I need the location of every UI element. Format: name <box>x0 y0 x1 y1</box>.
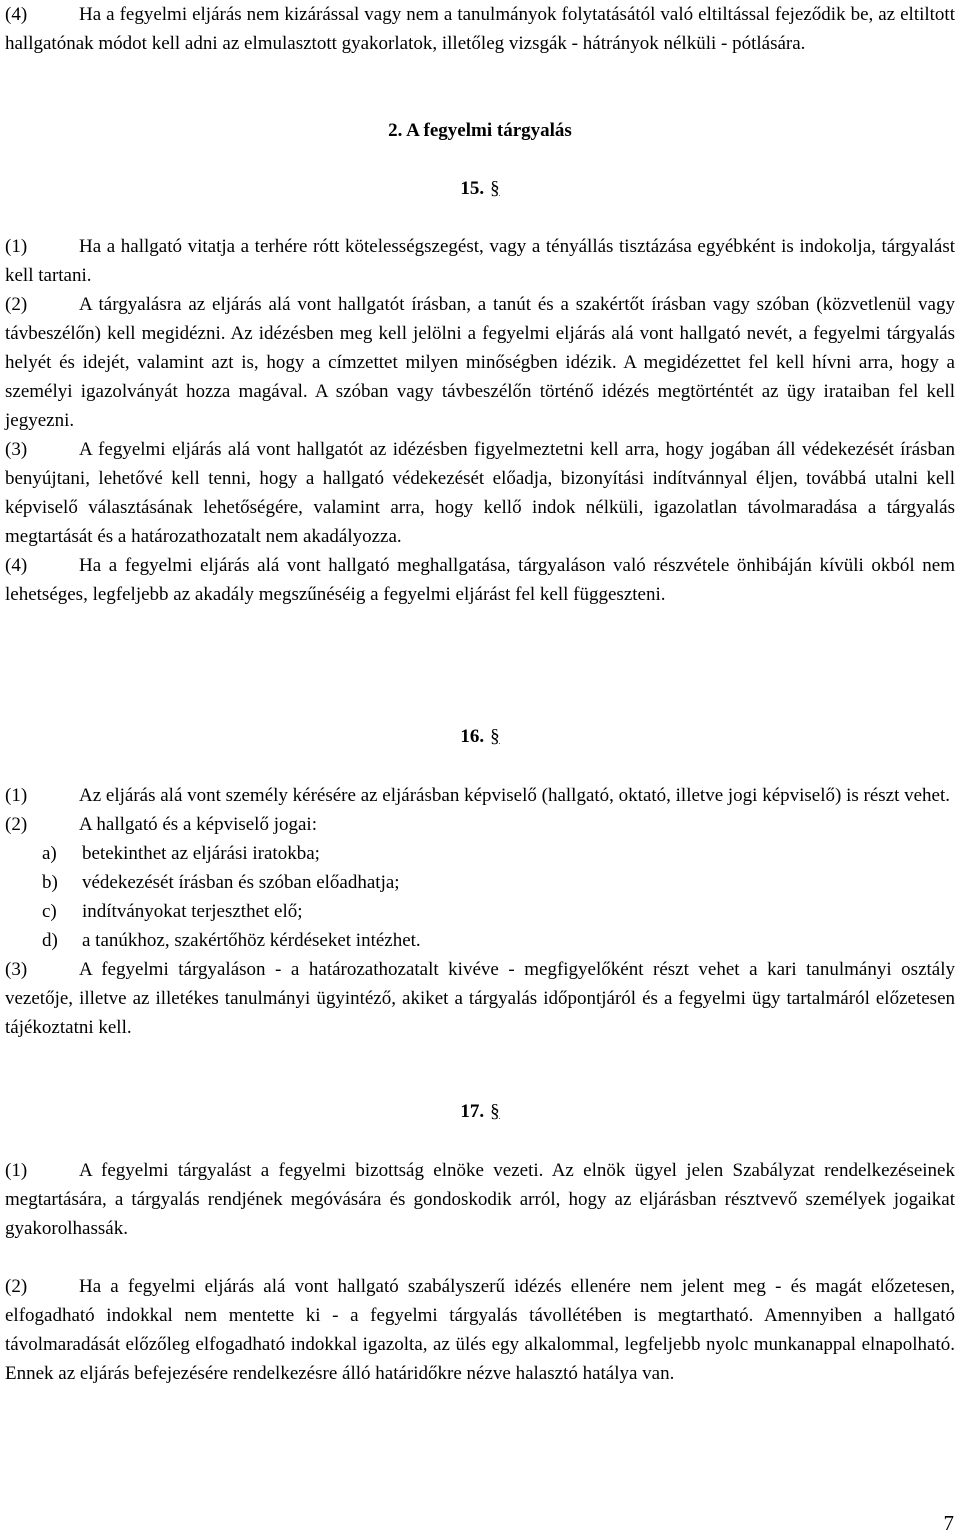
section-number: 16. <box>460 726 485 747</box>
section-title <box>5 116 955 145</box>
paragraph-17-2 <box>5 1272 955 1388</box>
paragraph-text: Az eljárás alá vont személy kérésére az eljárásban képviselő (hallgató, oktató, illetve jogi képviselő) is részt vehet. <box>79 785 951 806</box>
list-label: b) <box>42 872 58 893</box>
section-number: 15. <box>460 178 485 199</box>
paragraph-number: (2) <box>5 1276 28 1297</box>
list-label: c) <box>42 901 57 922</box>
paragraph-number: (3) <box>5 439 28 460</box>
list-item <box>5 926 955 955</box>
paragraph-sign: § <box>490 726 500 747</box>
paragraph-number: (1) <box>5 785 28 806</box>
section-16-body <box>5 781 955 1042</box>
paragraph-text: A fegyelmi tárgyalást a fegyelmi bizottság elnöke vezeti. Az elnök ügyel jelen Szabályzat rendelkezéseinek megtartására, a tárgyalás rendjének megóvására és gondoskodik arról, hogy az eljárásban résztvevő személyek jogaikat gyakorolhassák. <box>5 1160 955 1239</box>
paragraph-16-3 <box>5 955 955 1042</box>
list-label: a) <box>42 843 57 864</box>
paragraph-text: Ha a fegyelmi eljárás nem kizárással vagy nem a tanulmányok folytatásától való eltiltással fejeződik be, az eltiltott hallgatónak módot kell adni az elmulasztott gyakorlatok, illetőleg vizsgák - hátrányok nélküli - pótlására. <box>5 4 955 54</box>
paragraph-number: (4) <box>5 555 28 576</box>
page-number: 7 <box>943 1511 954 1535</box>
paragraph-15-2 <box>5 290 955 435</box>
list-item <box>5 868 955 897</box>
paragraph-number: (3) <box>5 959 28 980</box>
paragraph-number: (2) <box>5 294 28 315</box>
paragraph-text: A hallgató és a képviselő jogai: <box>79 814 317 835</box>
paragraph-text: A fegyelmi eljárás alá vont hallgatót az idézésben figyelmeztetni kell arra, hogy jogában áll védekezését írásban benyújtani, lehetővé kell tenni, hogy a hallgató védekezését előadja, bizonyítási indítvánnyal éljen, továbbá utalni kell képviselő választásának lehetőségére, valamint arra, hogy kellő indok nélküli, igazolatlan távolmaradása a tárgyalás megtartását és a határozathozatalt nem akadályozza. <box>5 439 955 547</box>
section-17-heading <box>5 1097 955 1126</box>
list-label: d) <box>42 930 58 951</box>
paragraph-text: Ha a fegyelmi eljárás alá vont hallgató meghallgatása, tárgyaláson való részvétele önhibáján kívüli okból nem lehetséges, legfeljebb az akadály megszűnéséig a fegyelmi eljárást fel kell függeszteni. <box>5 555 955 605</box>
paragraph-number: (4) <box>5 4 28 25</box>
paragraph-sign: § <box>490 178 500 199</box>
section-number: 17. <box>460 1101 485 1122</box>
paragraph-text: Ha a hallgató vitatja a terhére rótt kötelességszegést, vagy a tényállás tisztázása egyébként is indokolja, tárgyalást kell tartani. <box>5 236 955 286</box>
paragraph-text: A fegyelmi tárgyaláson - a határozathozatalt kivéve - megfigyelőként részt vehet a kari tanulmányi osztály vezetője, illetve az illetékes tanulmányi ügyintéző, akiket a tárgyalás időpontjáról és a fegyelmi ügy tartalmáról előzetesen tájékoztatni kell. <box>5 959 955 1038</box>
list-text: a tanúkhoz, szakértőhöz kérdéseket intézhet. <box>82 930 421 951</box>
paragraph-15-1 <box>5 232 955 290</box>
paragraph-number: (1) <box>5 236 28 257</box>
paragraph-number: (1) <box>5 1160 28 1181</box>
spacer <box>5 1243 955 1272</box>
section-15-body <box>5 232 955 609</box>
section-15-heading <box>5 174 955 203</box>
list-item <box>5 839 955 868</box>
section-17-body <box>5 1156 955 1388</box>
paragraph-15-3 <box>5 435 955 551</box>
paragraph-16-2 <box>5 810 955 839</box>
paragraph-14-4 <box>5 0 955 58</box>
paragraph-sign: § <box>490 1101 500 1122</box>
paragraph-number: (2) <box>5 814 28 835</box>
paragraph-15-4 <box>5 551 955 609</box>
paragraph-text: A tárgyalásra az eljárás alá vont hallgatót írásban, a tanút és a szakértőt írásban vagy szóban (közvetlenül vagy távbeszélőn) kell megidézni. Az idézésben meg kell jelölni a fegyelmi eljárás alá vont hallgató nevét, a fegyelmi tárgyalás helyét és idejét, valamint azt is, hogy a címzettet milyen minőségben idézik. A megidézettet fel kell hívni arra, hogy a személyi igazolványát hozza magával. A szóban vagy távbeszélőn történő idézés megtörténtét az ügy irataiban fel kell jegyezni. <box>5 294 955 431</box>
list-text: védekezését írásban és szóban előadhatja; <box>82 872 400 893</box>
section-16-heading <box>5 722 955 751</box>
list-text: betekinthet az eljárási iratokba; <box>82 843 320 864</box>
list-item <box>5 897 955 926</box>
paragraph-17-1 <box>5 1156 955 1243</box>
paragraph-16-1 <box>5 781 955 810</box>
list-text: indítványokat terjeszthet elő; <box>82 901 303 922</box>
paragraph-text: Ha a fegyelmi eljárás alá vont hallgató szabályszerű idézés ellenére nem jelent meg - és magát előzetesen, elfogadható indokkal nem mentette ki - a fegyelmi tárgyalás távollétében is megtartható. Amennyiben a hallgató távolmaradását előzőleg elfogadható indokkal igazolta, az ülés egy alkalommal, legfeljebb nyolc munkanappal elnapolható. Ennek az eljárás befejezésére rendelkezésre álló határidőkre nézve halasztó hatálya van. <box>5 1276 955 1384</box>
section-2-title: 2. A fegyelmi tárgyalás <box>388 120 572 141</box>
